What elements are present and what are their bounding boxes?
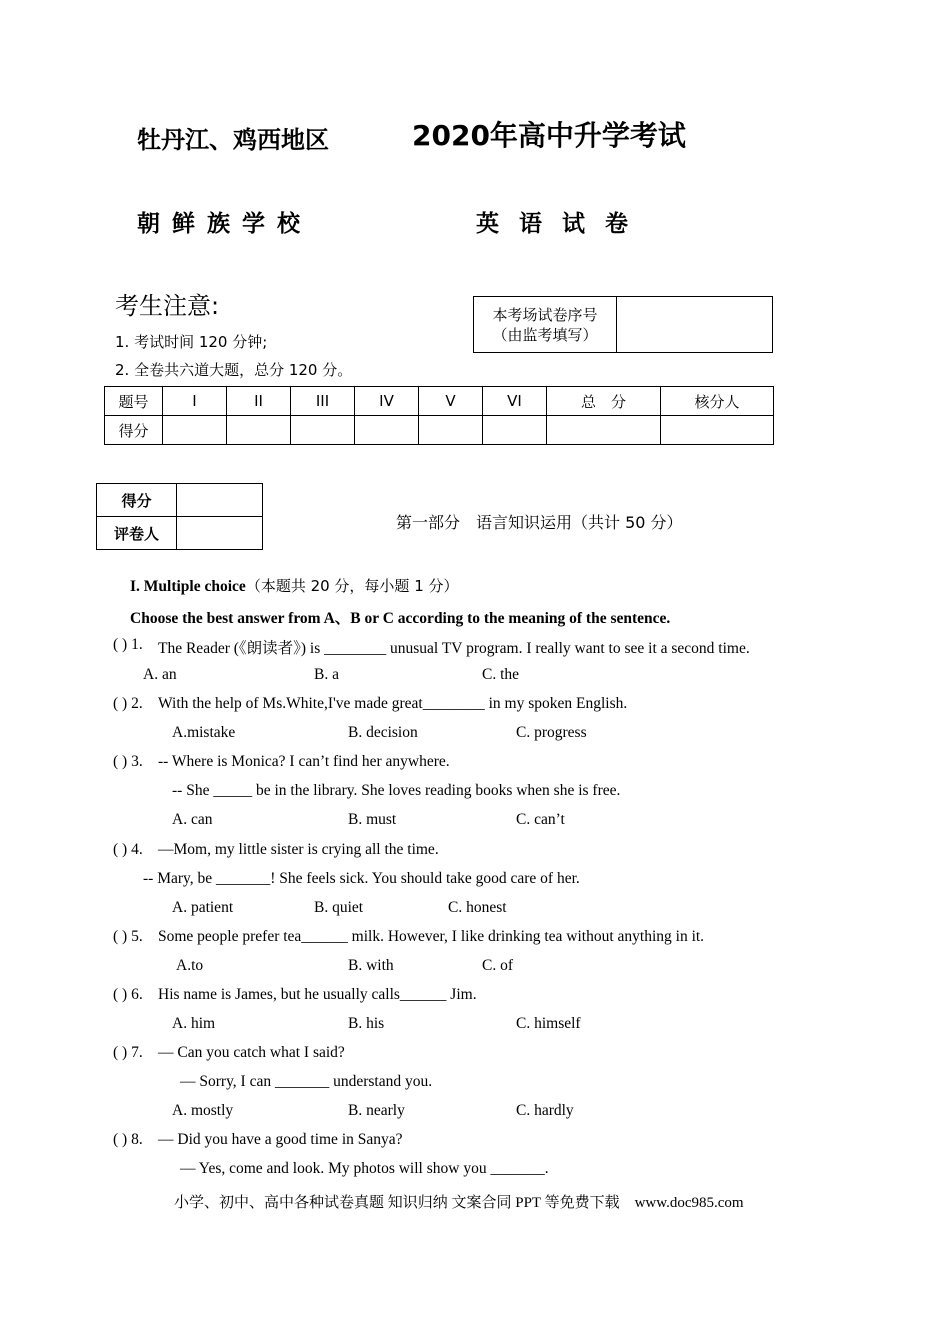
question-text: -- Mary, be _______! She feels sick. You should take good care of her. xyxy=(143,870,580,887)
option-a[interactable]: A.mistake xyxy=(172,724,236,741)
option-b[interactable]: B. must xyxy=(348,811,397,828)
question-number: ( ) 3. xyxy=(113,753,143,770)
section-instruction: Choose the best answer from A、B or C according to the meaning of the sentence. xyxy=(130,610,671,627)
score-table-score-row xyxy=(105,416,774,445)
score-header-cell: VI xyxy=(483,387,547,416)
question-text: —Mom, my little sister is crying all the time. xyxy=(158,841,439,858)
score-cell[interactable] xyxy=(547,416,661,445)
option-c[interactable]: C. the xyxy=(482,666,520,683)
question-number: ( ) 1. xyxy=(113,636,143,653)
option-c[interactable]: C. honest xyxy=(448,899,507,916)
score-cell[interactable] xyxy=(163,416,227,445)
question-number: ( ) 5. xyxy=(113,928,143,945)
option-a[interactable]: A. patient xyxy=(172,899,234,916)
question-text: Some people prefer tea______ milk. However, I like drinking tea without anything in it. xyxy=(158,928,705,945)
score-row-label: 得分 xyxy=(105,416,163,445)
question-number: ( ) 2. xyxy=(113,695,143,712)
footer-text: 小学、初中、高中各种试卷真题 知识归纳 文案合同 PPT 等免费下载 www.doc985.com xyxy=(174,1195,744,1211)
option-a[interactable]: A. an xyxy=(143,666,177,683)
subject-title: 英语试卷 xyxy=(476,211,648,237)
question-text: The Reader (《朗读者》) is ________ unusual TV program. I really want to see it a second time. xyxy=(158,640,750,657)
section-title-note: （本题共 20 分，每小题 1 分） xyxy=(245,577,459,595)
option-b[interactable]: B. nearly xyxy=(348,1102,405,1119)
question-text: — Did you have a good time in Sanya? xyxy=(158,1131,403,1148)
score-header-cell: I xyxy=(163,387,227,416)
score-header-cell: II xyxy=(227,387,291,416)
option-a[interactable]: A.to xyxy=(176,957,204,974)
grader-name-field[interactable] xyxy=(177,517,263,550)
option-c[interactable]: C. himself xyxy=(516,1015,581,1032)
question-number: ( ) 7. xyxy=(113,1044,143,1061)
option-b[interactable]: B. his xyxy=(348,1015,385,1032)
question-text: With the help of Ms.White,I've made great________ in my spoken English. xyxy=(158,695,628,712)
grader-box xyxy=(96,483,263,550)
option-b[interactable]: B. quiet xyxy=(314,899,364,916)
score-cell[interactable] xyxy=(661,416,774,445)
score-table xyxy=(104,386,774,445)
score-header-cell: V xyxy=(419,387,483,416)
score-cell[interactable] xyxy=(291,416,355,445)
option-b[interactable]: B. decision xyxy=(348,724,418,741)
score-header-cell: 核分人 xyxy=(661,387,774,416)
seat-number-box xyxy=(473,296,773,353)
question-text: -- Where is Monica? I can’t find her anywhere. xyxy=(158,753,450,770)
option-a[interactable]: A. mostly xyxy=(172,1102,234,1119)
question-text: — Can you catch what I said? xyxy=(158,1044,345,1061)
section-title: I. Multiple choice xyxy=(130,578,246,595)
question-number: ( ) 6. xyxy=(113,986,143,1003)
score-header-cell: 总 分 xyxy=(547,387,661,416)
question-number: ( ) 4. xyxy=(113,841,143,858)
option-b[interactable]: B. a xyxy=(314,666,339,683)
notice-line-2: 2. 全卷共六道大题，总分 120 分。 xyxy=(115,361,353,379)
option-a[interactable]: A. him xyxy=(172,1015,216,1032)
question-number: ( ) 8. xyxy=(113,1131,143,1148)
question-text: -- She _____ be in the library. She loves reading books when she is free. xyxy=(172,782,621,799)
score-header-cell: IV xyxy=(355,387,419,416)
seat-number-label-line-2: （由监考填写） xyxy=(492,325,598,344)
school-title: 朝鲜族学校 xyxy=(137,211,312,237)
score-cell[interactable] xyxy=(419,416,483,445)
seat-number-label-line-1: 本考场试卷序号 xyxy=(492,305,598,324)
region-title: 牡丹江、鸡西地区 xyxy=(137,126,329,154)
question-text: His name is James, but he usually calls______ Jim. xyxy=(158,986,477,1003)
option-c[interactable]: C. of xyxy=(482,957,513,974)
option-b[interactable]: B. with xyxy=(348,957,394,974)
question-text: — Yes, come and look. My photos will show you _______. xyxy=(180,1160,549,1177)
option-a[interactable]: A. can xyxy=(172,811,213,828)
question-text: — Sorry, I can _______ understand you. xyxy=(180,1073,433,1090)
score-header-cell: III xyxy=(291,387,355,416)
exam-title: 2020年高中升学考试 xyxy=(412,119,686,152)
part-title: 第一部分 语言知识运用（共计 50 分） xyxy=(396,513,683,532)
option-c[interactable]: C. progress xyxy=(516,724,587,741)
seat-number-label xyxy=(474,297,617,353)
score-cell[interactable] xyxy=(355,416,419,445)
option-c[interactable]: C. hardly xyxy=(516,1102,574,1119)
score-cell[interactable] xyxy=(227,416,291,445)
score-header-cell: 题号 xyxy=(105,387,163,416)
seat-number-field[interactable] xyxy=(617,297,773,353)
grader-name-label: 评卷人 xyxy=(97,517,177,550)
score-cell[interactable] xyxy=(483,416,547,445)
notice-line-1: 1. 考试时间 120 分钟; xyxy=(115,333,268,351)
score-table-header-row xyxy=(105,387,774,416)
section-title-line xyxy=(130,575,459,596)
option-c[interactable]: C. can’t xyxy=(516,811,565,828)
grader-score-field[interactable] xyxy=(177,484,263,517)
notice-title: 考生注意: xyxy=(115,292,220,320)
grader-score-label: 得分 xyxy=(97,484,177,517)
